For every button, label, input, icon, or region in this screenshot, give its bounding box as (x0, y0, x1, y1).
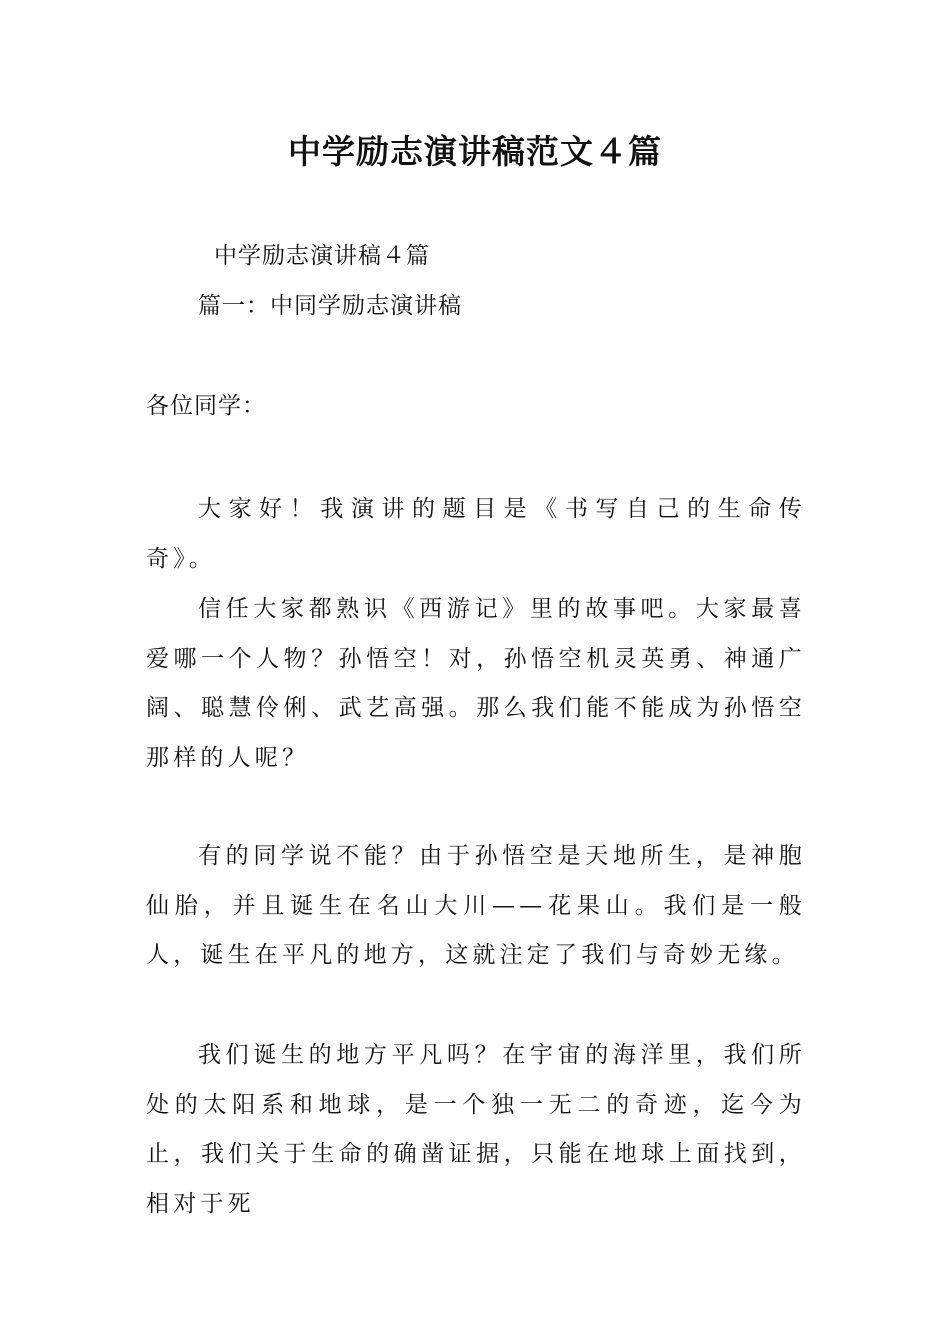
paragraph: 我们诞生的地方平凡吗？在宇宙的海洋里，我们所处的太阳系和地球，是一个独一无二的奇迹，迄今为止，我们关于生命的确凿证据，只能在地球上面找到，相对于死 (146, 1042, 806, 1217)
document-subtitle: 中学励志演讲稿４篇 (214, 243, 430, 269)
section-heading: 篇一：中同学励志演讲稿 (198, 293, 462, 319)
document-title: 中学励志演讲稿范文４篇 (288, 132, 662, 171)
paragraph: 有的同学说不能？由于孙悟空是天地所生，是神胞仙胎，并且诞生在名山大川——花果山。我们是一般人，诞生在平凡的地方，这就注定了我们与奇妙无缘。 (146, 843, 806, 968)
paragraph: 大家好！我演讲的题目是《书写自己的生命传奇》。 (146, 496, 806, 572)
paragraph: 信任大家都熟识《西游记》里的故事吧。大家最喜爱哪一个人物？孙悟空！对，孙悟空机灵英勇、神通广阔、聪慧伶俐、武艺高强。那么我们能不能成为孙悟空那样的人呢？ (146, 596, 806, 771)
greeting: 各位同学： (146, 393, 266, 419)
